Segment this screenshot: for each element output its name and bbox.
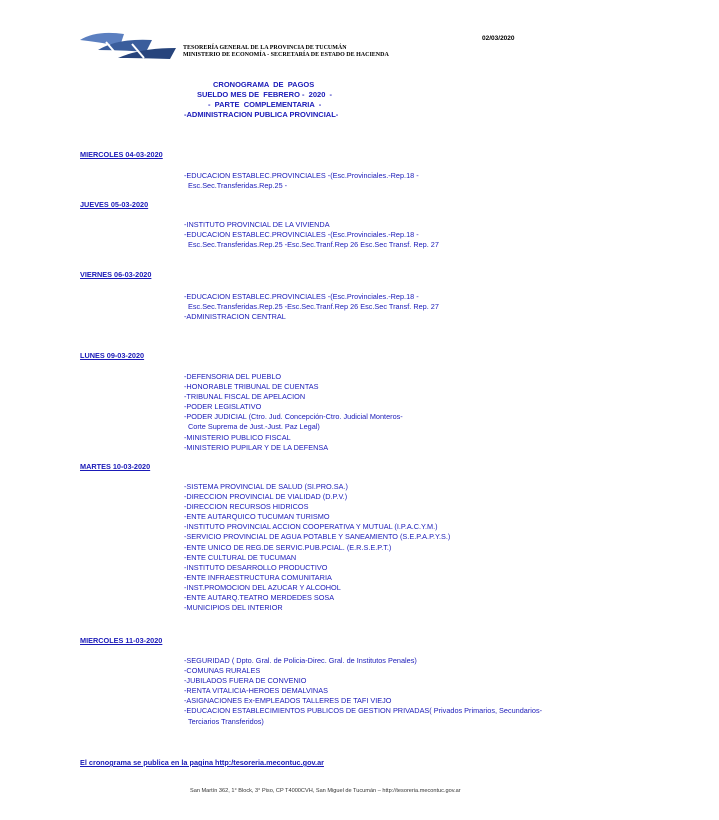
day-heading: JUEVES 05-03-2020 [80, 200, 149, 209]
entry-text: -SISTEMA PROVINCIAL DE SALUD (SI.PRO.SA.) [184, 482, 348, 491]
list-item [184, 512, 450, 522]
entry-text: -EDUCACION ESTABLECIMIENTOS PUBLICOS DE GESTION PRIVADAS( Privados Primarios, Secundarios- [184, 706, 543, 716]
entry-text: -JUBILADOS FUERA DE CONVENIO [184, 676, 307, 686]
list-item [184, 532, 450, 542]
entry-text: -INSTITUTO PROVINCIAL DE LA VIVIENDA [184, 220, 330, 229]
entry-continuation: Esc.Sec.Transferidas.Rep.25 -Esc.Sec.Tranf.Rep 26 Esc.Sec Transf. Rep. 27 [188, 240, 439, 250]
entry-text: -ASIGNACIONES Ex-EMPLEADOS TALLERES DE TAFI VIEJO [184, 696, 392, 706]
entry-text: -EDUCACION ESTABLEC.PROVINCIALES -(Esc.Provinciales.-Rep.18 - [184, 230, 419, 240]
entry-text: -ENTE INFRAESTRUCTURA COMUNITARIA [184, 572, 332, 582]
day-entries [184, 171, 419, 191]
org-line-2: MINISTERIO DE ECONOMÍA - SECRETARÍA DE ESTADO DE HACIENDA [183, 52, 389, 58]
entry-text: -DEFENSORIA DEL PUEBLO [184, 372, 282, 381]
day-heading: LUNES 09-03-2020 [80, 351, 145, 360]
list-item [184, 492, 450, 502]
entry-text: -ADMINISTRACION CENTRAL [184, 312, 286, 322]
list-item [184, 292, 439, 312]
list-item [184, 563, 450, 573]
list-item [184, 603, 450, 613]
list-item [184, 312, 439, 322]
publication-notice-link[interactable]: El cronograma se publica en la pagina http:/tesoreria.mecontuc.gov.ar [80, 758, 324, 767]
list-item [184, 443, 403, 453]
title-line-2: SUELDO MES DE FEBRERO - 2020 - [197, 90, 333, 99]
entry-text: -HONORABLE TRIBUNAL DE CUENTAS [184, 382, 319, 392]
list-item [184, 392, 403, 402]
list-item [184, 522, 450, 532]
entry-text: -SERVICIO PROVINCIAL DE AGUA POTABLE Y SANEAMIENTO (S.E.P.A.P.Y.S.) [184, 532, 451, 542]
list-item [184, 382, 403, 392]
list-item [184, 220, 439, 230]
document-title [150, 80, 430, 120]
list-item [184, 573, 450, 583]
entry-text: -RENTA VITALICIA-HEROES DEMALVINAS [184, 686, 328, 696]
entry-text: -DIRECCION RECURSOS HIDRICOS [184, 502, 309, 512]
day-entries [184, 292, 439, 322]
day-entries [184, 482, 450, 613]
list-item [184, 482, 450, 492]
list-item [184, 230, 439, 250]
entry-text: -MUNICIPIOS DEL INTERIOR [184, 603, 283, 613]
entry-text: -MINISTERIO PUBLICO FISCAL [184, 432, 291, 442]
entry-text: -ENTE UNICO DE REG.DE SERVIC.PUB.PCIAL. (E.R.S.E.P.T.) [184, 542, 392, 552]
entry-text: -ENTE AUTARQUICO TUCUMAN TURISMO [184, 512, 330, 522]
list-item [184, 372, 403, 382]
list-item [184, 583, 450, 593]
entry-text: -MINISTERIO PUPILAR Y DE LA DEFENSA [184, 442, 329, 452]
entry-text: -INST.PROMOCION DEL AZUCAR Y ALCOHOL [184, 582, 341, 592]
list-item [184, 696, 542, 706]
entry-text: -ENTE CULTURAL DE TUCUMAN [184, 552, 297, 562]
entry-text: -EDUCACION ESTABLEC.PROVINCIALES -(Esc.Provinciales.-Rep.18 - [184, 292, 419, 301]
entry-text: -TRIBUNAL FISCAL DE APELACION [184, 392, 306, 402]
org-line-1: TESORERÍA GENERAL DE LA PROVINCIA DE TUCUMÁN [183, 45, 347, 51]
entry-text: -DIRECCION PROVINCIAL DE VIALIDAD (D.P.V.) [184, 492, 348, 502]
list-item [184, 402, 403, 412]
footer-address: San Martín 362, 1° Block, 3° Piso, CP T4000CVH, San Miguel de Tucumán – http://tesoreria.mecontuc.gov.ar [190, 788, 461, 794]
day-heading: MIERCOLES 11-03-2020 [80, 636, 163, 645]
entry-continuation: Esc.Sec.Transferidas.Rep.25 -Esc.Sec.Tranf.Rep 26 Esc.Sec Transf. Rep. 27 [188, 302, 439, 312]
list-item [184, 676, 542, 686]
day-heading: MARTES 10-03-2020 [80, 462, 151, 471]
day-entries [184, 220, 439, 250]
entry-continuation: Terciarios Transferidos) [188, 716, 264, 726]
entry-text: -EDUCACION ESTABLEC.PROVINCIALES -(Esc.Provinciales.-Rep.18 - [184, 171, 419, 180]
title-line-4: -ADMINISTRACION PUBLICA PROVINCIAL- [184, 110, 339, 119]
day-heading: MIERCOLES 04-03-2020 [80, 150, 163, 159]
list-item [184, 593, 450, 603]
tesoreria-logo-icon [78, 28, 180, 62]
list-item [184, 666, 542, 676]
entry-text: -COMUNAS RURALES [184, 666, 261, 676]
list-item [184, 686, 542, 696]
list-item [184, 706, 542, 726]
entry-continuation: Esc.Sec.Transferidas.Rep.25 - [188, 181, 288, 191]
list-item [184, 553, 450, 563]
document-date: 02/03/2020 [482, 35, 515, 42]
entry-text: -PODER JUDICIAL (Ctro. Jud. Concepción-Ctro. Judicial Monteros- [184, 412, 403, 422]
title-line-1: CRONOGRAMA DE PAGOS [213, 80, 315, 89]
day-entries [184, 372, 403, 453]
organization-name [183, 45, 389, 59]
day-heading: VIERNES 06-03-2020 [80, 270, 152, 279]
entry-text: -ENTE AUTARQ.TEATRO MERDEDES SOSA [184, 593, 335, 603]
entry-text: -INSTITUTO DESARROLLO PRODUCTIVO [184, 562, 328, 572]
list-item [184, 412, 403, 432]
entry-text: -PODER LEGISLATIVO [184, 402, 262, 412]
day-entries [184, 656, 542, 727]
list-item [184, 171, 419, 191]
list-item [184, 502, 450, 512]
list-item [184, 543, 450, 553]
entry-continuation: Corte Suprema de Just.-Just. Paz Legal) [188, 422, 320, 432]
title-line-3: - PARTE COMPLEMENTARIA - [208, 100, 322, 109]
list-item [184, 656, 542, 666]
entry-text: -SEGURIDAD ( Dpto. Gral. de Policia-Direc. Gral. de Institutos Penales) [184, 656, 417, 665]
entry-text: -INSTITUTO PROVINCIAL ACCION COOPERATIVA Y MUTUAL (I.P.A.C.Y.M.) [184, 522, 438, 532]
list-item [184, 433, 403, 443]
